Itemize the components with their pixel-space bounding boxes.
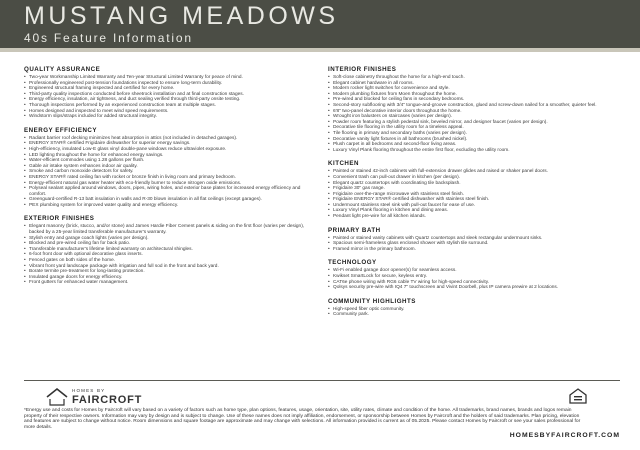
- feature-item: • Powder room featuring a stylish pedestal sink, beveled mirror, and designer faucet (varies per design).: [328, 120, 620, 126]
- faircroft-logo: [46, 386, 143, 408]
- feature-section: [328, 160, 620, 219]
- feature-item: • Windstorm slips/straps included for added structural integrity.: [24, 114, 312, 120]
- feature-item: • Frigidaire ENERGY STAR® certified dishwasher with stainless steel finish.: [328, 197, 620, 203]
- feature-item: • Two-year Workmanship Limited Warranty and Ten-year Structural Limited Warranty for peace of mind.: [24, 75, 312, 81]
- feature-item: • Plush carpet in all bedrooms and second-floor living areas.: [328, 142, 620, 148]
- feature-item: • Decorative vanity light fixtures in all bathrooms (brushed nickel).: [328, 137, 620, 143]
- feature-item: • Modern rocker light switches for convenience and style.: [328, 86, 620, 92]
- feature-section: [24, 215, 312, 286]
- feature-item: • Kwikset SmartLock for secure, keyless entry.: [328, 274, 620, 280]
- feature-item: • Radiant barrier roof decking minimizes heat absorption in attics (not included in detached garages).: [24, 136, 312, 142]
- right-column: [328, 66, 620, 325]
- feature-item: • Blocked and pre-wired ceiling fan for back patio.: [24, 241, 312, 247]
- feature-item: • Tile flooring in primary and secondary baths (varies per design).: [328, 131, 620, 137]
- feature-item: • 6'8" two-panel decorative interior doors throughout the home.: [328, 109, 620, 115]
- section-title: ENERGY EFFICIENCY: [24, 126, 98, 134]
- disclaimer-text: *Energy use and costs for Homes by Faircroft will vary based on a variety of factors such as home type, plan options, features, usage, orientation, site, utility rates, climate and condition of the home. All trademarks, brand names, brands and logos remain property of their respective owners. Information may vary by design and is subject to change. Use of these names does not imply affiliation, endorsement, or sponsorship between Homes by Faircroft and the holders of said trademarks. Plan pricing, elevation and features are subject to change without notice. Room dimensions and square footage are approximate and may change with selections. All information provided is current as of 05.2025. Please contact Homes by Faircroft or see your sales professional for more details.: [24, 408, 581, 430]
- feature-item: • Engineered structural framing inspected and certified for every home.: [24, 86, 312, 92]
- header-banner: [0, 0, 640, 48]
- page-subtitle: 40s Feature Information: [24, 31, 193, 45]
- feature-item: • Transferable manufacturer's lifetime limited warranty on architectural shingles.: [24, 247, 312, 253]
- feature-list: [328, 75, 620, 153]
- house-roof-icon: [46, 386, 68, 406]
- feature-item: • Front gutters for enhanced water management.: [24, 280, 312, 286]
- feature-item: • Convenient trash can pull-out drawer in kitchen (per design).: [328, 175, 620, 181]
- feature-item: • Undermount stainless steel sink with pull-out faucet for ease of use.: [328, 203, 620, 209]
- feature-section: [328, 66, 620, 153]
- feature-item: • Vibrant front yard landscape package with irrigation and full sod in the front and back yard.: [24, 264, 312, 270]
- feature-item: • PEX plumbing system for improved water quality and energy efficiency.: [24, 203, 312, 209]
- section-title: PRIMARY BATH: [328, 226, 381, 234]
- feature-item: • Community park.: [328, 312, 620, 318]
- feature-item: • Elegant cabinet hardware in all rooms.: [328, 81, 620, 87]
- feature-item: • Pre-wired and blocked for ceiling fans in secondary bedrooms.: [328, 97, 620, 103]
- section-title: QUALITY ASSURANCE: [24, 66, 101, 73]
- feature-item: • CAT6e phone wiring with RG6 cable TV wiring for high-speed connectivity.: [328, 280, 620, 286]
- feature-list: [328, 169, 620, 219]
- footer: [24, 380, 620, 444]
- feature-section: [24, 66, 312, 120]
- website-link[interactable]: HOMESBYFAIRCROFT.COM: [509, 432, 620, 439]
- section-title: INTERIOR FINISHES: [328, 66, 397, 73]
- feature-item: • Luxury Vinyl Plank flooring in kitchen and dining areas.: [328, 208, 620, 214]
- feature-item: • Third-party quality inspections conducted before sheetrock installation and at final construction stages.: [24, 92, 312, 98]
- feature-item: • Pendant light pre-wire for all kitchen islands.: [328, 214, 620, 220]
- feature-item: • Soft-close cabinetry throughout the home for a high-end touch.: [328, 75, 620, 81]
- feature-item: • Polyseal sealant applied around windows, doors, pipes, wiring holes, and exterior base plates for increased energy efficiency and comfort.: [24, 186, 312, 197]
- feature-section: [328, 227, 620, 253]
- feature-item: • 6-foot front door with optional decorative glass inserts.: [24, 252, 312, 258]
- feature-list: [24, 224, 312, 286]
- feature-item: • Spacious semi-frameless glass enclosed shower with stylish tile surround.: [328, 241, 620, 247]
- feature-item: • Energy-efficient natural gas water heater with eco-friendly burner to reduce nitrogen oxide emissions.: [24, 181, 312, 187]
- feature-item: • Frigidaire over-the-range microwave with stainless steel finish.: [328, 192, 620, 198]
- feature-item: • Fenced gates on both sides of the home.: [24, 258, 312, 264]
- feature-item: • Wi-Fi enabled garage door opener(s) for seamless access.: [328, 268, 620, 274]
- feature-item: • Painted or stained vanity cabinets with Quartz countertops and sleek rectangular undermount sinks.: [328, 236, 620, 242]
- feature-item: • Second-story subflooring with 3/4" tongue-and-groove construction, glued and screw-down nailed for a smoother, quieter feel.: [328, 103, 620, 109]
- feature-item: • High-speed fiber optic community.: [328, 307, 620, 313]
- feature-item: • Water-efficient commodes using 1.28 gallons per flush.: [24, 158, 312, 164]
- feature-list: [328, 307, 620, 318]
- feature-item: • Wrought iron balusters on staircases (varies per design).: [328, 114, 620, 120]
- logo-wordmark: FAIRCROFT: [72, 394, 143, 406]
- feature-list: [328, 268, 620, 290]
- feature-section: [328, 259, 620, 290]
- feature-item: • Smoke and carbon monoxide detectors for safety.: [24, 169, 312, 175]
- feature-item: • Energy efficiency, insulation, air tightness, and duct sealing verified through third-party onsite testing.: [24, 97, 312, 103]
- feature-item: • Decorative tile flooring in the utility room for a timeless appeal.: [328, 125, 620, 131]
- section-title: EXTERIOR FINISHES: [24, 215, 95, 223]
- feature-item: • Greenguard-certified R-13 batt insulation in walls and R-30 blown insulation in all flat ceilings (except garages).: [24, 197, 312, 203]
- community-title: MUSTANG MEADOWS: [24, 2, 339, 30]
- feature-item: • ENERGY STAR® rated ceiling fan with rocket or bronze finish in living room and primary bedroom.: [24, 175, 312, 181]
- feature-section: [24, 127, 312, 209]
- left-column: [24, 66, 312, 293]
- feature-list: [328, 236, 620, 253]
- section-title: KITCHEN: [328, 160, 359, 168]
- feature-item: • Elegant quartz countertops with coordinating tile backsplash.: [328, 181, 620, 187]
- feature-item: • Frigidaire 30" gas range.: [328, 186, 620, 192]
- feature-item: • Elegant masonry (brick, stucco, and/or stone) and James Hardie Fiber Cement panels & siding on the first floor (varies per design), backed by a 25-year limited transferable manufacturer's warranty.: [24, 224, 312, 235]
- feature-item: • High-efficiency, insulated Low-E glass vinyl double-pane windows reduce ultraviolet exposure.: [24, 147, 312, 153]
- section-title: TECHNOLOGY: [328, 259, 377, 267]
- header-accent-divider: [0, 48, 640, 52]
- section-title: COMMUNITY HIGHLIGHTS: [328, 297, 416, 305]
- feature-item: • Homes designed and inspected to meet wind speed requirements.: [24, 109, 312, 115]
- feature-item: • ENERGY STAR® certified Frigidaire dishwasher for superior energy savings.: [24, 141, 312, 147]
- feature-item: • Gable air intake system enhances indoor air quality.: [24, 164, 312, 170]
- feature-item: • Insulated garage doors for energy efficiency.: [24, 275, 312, 281]
- feature-item: • Borate termite pre-treatment for long-lasting protection.: [24, 269, 312, 275]
- logo-tagline: HOMES BY: [72, 388, 106, 393]
- feature-item: • Stylish entry and garage coach lights (varies per design).: [24, 236, 312, 242]
- footer-divider: [24, 380, 620, 381]
- feature-item: • Framed mirror in the primary bathroom.: [328, 247, 620, 253]
- feature-item: • Qolsys security pre-wire with IQ4 7" touchscreen and Vivint Doorbell, plus IP camera prewire at 2 locations.: [328, 285, 620, 291]
- feature-list: [24, 75, 312, 120]
- feature-item: • Thorough inspections performed by an experienced construction team at multiple stages.: [24, 103, 312, 109]
- feature-item: • Modern plumbing fixtures from Moen throughout the home.: [328, 92, 620, 98]
- feature-item: • Painted or stained 42-inch cabinets with full-extension drawer glides and raised or shaker panel doors.: [328, 169, 620, 175]
- feature-item: • Professionally engineered post-tension foundations inspected to ensure long-term durability.: [24, 81, 312, 87]
- feature-section: [328, 298, 620, 318]
- feature-item: • LED lighting throughout the home for enhanced energy savings.: [24, 153, 312, 159]
- feature-list: [24, 136, 312, 209]
- feature-item: • Luxury Vinyl Plank flooring throughout the entire first floor, excluding the utility room.: [328, 148, 620, 154]
- equal-housing-icon: [568, 388, 588, 404]
